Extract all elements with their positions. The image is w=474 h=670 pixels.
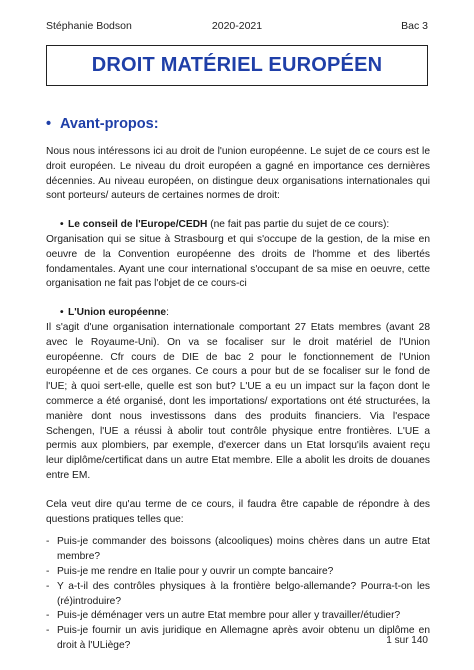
section-bullet: • — [46, 116, 52, 132]
document-title: DROIT MATÉRIEL EUROPÉEN — [91, 54, 383, 76]
list-item-marker: - — [46, 610, 50, 622]
list-item-text: Puis-je commander des boissons (alcooliques) moins chères dans un autre Etat membre? — [57, 536, 430, 563]
header-year: 2020-2021 — [211, 20, 263, 32]
eu-bullet — [46, 306, 430, 321]
list-item — [46, 535, 430, 565]
header-author: Stéphanie Bodson — [46, 20, 132, 32]
page-header — [46, 20, 428, 34]
coe-bullet — [46, 218, 430, 233]
eu-bullet-marker: • — [60, 307, 64, 319]
coe-bullet-marker: • — [60, 219, 64, 231]
coe-paragraph: Organisation qui se situe à Strasbourg et qui s'occupe de la gestion, de la mise en oeuvre de la Convention européenne des droits de l'homme et des libertés fondamentales. Ayant une cour international s'occupant de sa mise en oeuvre, cette organisation ne fait pas l'objet de ce cours-ci — [46, 233, 430, 290]
list-item-marker: - — [46, 625, 50, 637]
title-box — [46, 45, 428, 86]
list-item — [46, 580, 430, 610]
list-item-marker: - — [46, 580, 50, 592]
list-item — [46, 609, 430, 624]
document-body — [46, 145, 430, 654]
list-item-text: Puis-je me rendre en Italie pour y ouvrir un compte bancaire? — [57, 565, 334, 577]
eu-note: : — [166, 307, 169, 319]
questions-lead: Cela veut dire qu'au terme de ce cours, il faudra être capable de répondre à des questions pratiques telles que: — [46, 498, 430, 525]
list-item-marker: - — [46, 565, 50, 577]
header-level: Bac 3 — [401, 20, 428, 32]
list-item-text: Y a-t-il des contrôles physiques à la frontière belgo-allemande? Pourra-t-on les (ré)introduire? — [57, 580, 430, 607]
section-heading-text: Avant-propos: — [60, 116, 159, 132]
eu-paragraph: Il s'agit d'une organisation internationale comportant 27 Etats membres (avant 28 avec le Royaume-Uni). On va se focaliser sur le droit matériel de l'Union européenne. Cfr cours de DIE de bac 2 pour le fonctionnement de l'Union européenne et de ces organes. Ce cours a pour but de se focaliser sur le fond de l'UE; à quoi sert-elle, quelle est son but? L'UE a eu un impact sur la façon dont le commerce a été organisé, dont les importations/ exportations ont été structurées, la manière dont nous investissons dans des produits financiers. Via l'espace Schengen, l'UE a réussi à abolir tout contrôle physique entre frontières. L'UE a permis aux plombiers, par exemple, d'exercer dans un Etat lorsqu'ils avaient reçu leur diplôme/certificat dans un autre Etat membre. Elle a abolit les droits de douanes entre EM. — [46, 321, 430, 481]
list-item-marker: - — [46, 536, 50, 548]
intro-paragraph: Nous nous intéressons ici au droit de l'union européenne. Le sujet de ce cours est le droit européen. Le niveau du droit européen a gagné en importance ces dernières décennies. Au niveau européen, on distingue deux organisations internationales qui sont porteurs/ auteurs de certaines normes de droit: — [46, 146, 430, 202]
list-item — [46, 624, 430, 654]
questions-list — [46, 535, 430, 653]
coe-title: Le conseil de l'Europe/CEDH — [68, 219, 208, 231]
eu-title: L'Union européenne — [68, 307, 167, 319]
section-heading — [46, 116, 159, 132]
list-item-text: Puis-je déménager vers un autre Etat membre pour aller y travailler/étudier? — [57, 610, 401, 622]
page-number: 1 sur 140 — [386, 635, 428, 646]
list-item-text: Puis-je fournir un avis juridique en Allemagne après avoir obtenu un diplôme en droit à l'ULiège? — [57, 625, 430, 651]
coe-note: (ne fait pas partie du sujet de ce cours): — [207, 219, 390, 231]
list-item — [46, 565, 430, 580]
